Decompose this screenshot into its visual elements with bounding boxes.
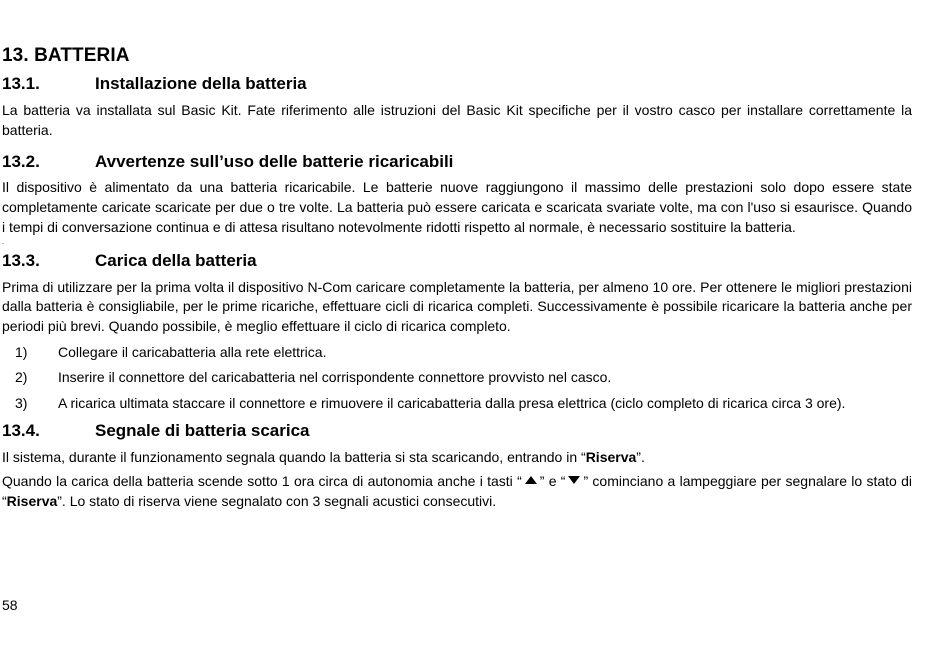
paragraph: Il dispositivo è alimentato da una batteria ricaricabile. Le batterie nuove raggiungono il massimo delle prestazioni solo dopo essere state completamente caricate scaricate per due o tre volte. La batteria può essere caricata e scaricata svariate volte, ma con l'uso si esaurisce. Quando i tempi di conversazione continua e di attesa risultano notevolmente ridotti rispetto al normale, è necessario sostituire la batteria.	[2, 179, 912, 235]
section-number: 13.2.	[2, 152, 40, 172]
triangle-up-icon	[525, 476, 537, 484]
section-heading	[2, 420, 912, 442]
text-run: Quando la carica della batteria scende sotto 1 ora circa di autonomia anche i tasti “	[2, 473, 522, 490]
step-text: Inserire il connettore del caricabatteria nel corrispondente connettore provvisto nel casco.	[58, 369, 612, 386]
section-battery-charging	[2, 250, 912, 414]
section-title: Carica della batteria	[95, 250, 257, 270]
list-item	[2, 368, 912, 388]
section-number: 13.3.	[2, 250, 40, 270]
list-item	[2, 343, 912, 363]
section-heading	[2, 73, 912, 95]
charging-steps-list	[2, 343, 912, 414]
step-text: Collegare il caricabatteria alla rete elettrica.	[58, 343, 327, 360]
section-title: Installazione della batteria	[95, 74, 307, 93]
paragraph: Prima di utilizzare per la prima volta il dispositivo N-Com caricare completamente la batteria, per almeno 10 ore. Per ottenere le migliori prestazioni dalla batteria è consigliabile, per le prime ricariche, effettuare cicli di ricarica completi. Successivamente è possibile ricaricare la batteria anche per periodi più brevi. Quando possibile, è meglio effettuare il ciclo di ricarica completo.	[2, 278, 912, 334]
step-number: 3)	[15, 395, 28, 412]
stray-mark: .	[2, 238, 4, 246]
step-number: 1)	[15, 343, 28, 360]
list-item	[2, 394, 912, 414]
section-heading	[2, 151, 912, 173]
reserve-term: Riserva	[585, 448, 637, 465]
section-battery-installation	[2, 73, 912, 140]
paragraph	[2, 448, 912, 468]
text-run: ”. Lo stato di riserva viene segnalato con 3 segnali acustici consecutivi.	[57, 493, 497, 510]
text-run: Il sistema, durante il funzionamento segnala quando la batteria si sta scaricando, entrando in “	[2, 448, 586, 465]
section-rechargeable-warnings	[2, 151, 912, 246]
page-number: 58	[2, 597, 18, 613]
step-number: 2)	[15, 369, 28, 386]
triangle-down-icon	[568, 476, 580, 484]
section-title: Avvertenze sull’uso delle batterie ricaricabili	[95, 152, 454, 172]
paragraph: La batteria va installata sul Basic Kit. Fate riferimento alle istruzioni del Basic Kit specifiche per il vostro casco per installare correttamente la batteria.	[2, 102, 912, 138]
text-run: ”.	[636, 448, 645, 465]
reserve-term: Riserva	[6, 493, 58, 510]
section-number: 13.1.	[2, 74, 40, 93]
text-run: ” cominciano a lampeggiare per segnalare lo stato di “	[2, 473, 913, 510]
chapter-title: 13. BATTERIA	[2, 45, 130, 66]
section-low-battery-signal	[2, 420, 912, 512]
section-heading	[2, 250, 912, 272]
section-title: Segnale di batteria scarica	[95, 420, 310, 440]
text-run: ” e “	[539, 473, 566, 490]
manual-page	[2, 44, 912, 512]
step-text: A ricarica ultimata staccare il connettore e rimuovere il caricabatteria dalla presa elettrica (ciclo completo di ricarica circa 3 ore).	[58, 395, 846, 412]
paragraph	[2, 472, 912, 511]
section-number: 13.4.	[2, 420, 40, 440]
